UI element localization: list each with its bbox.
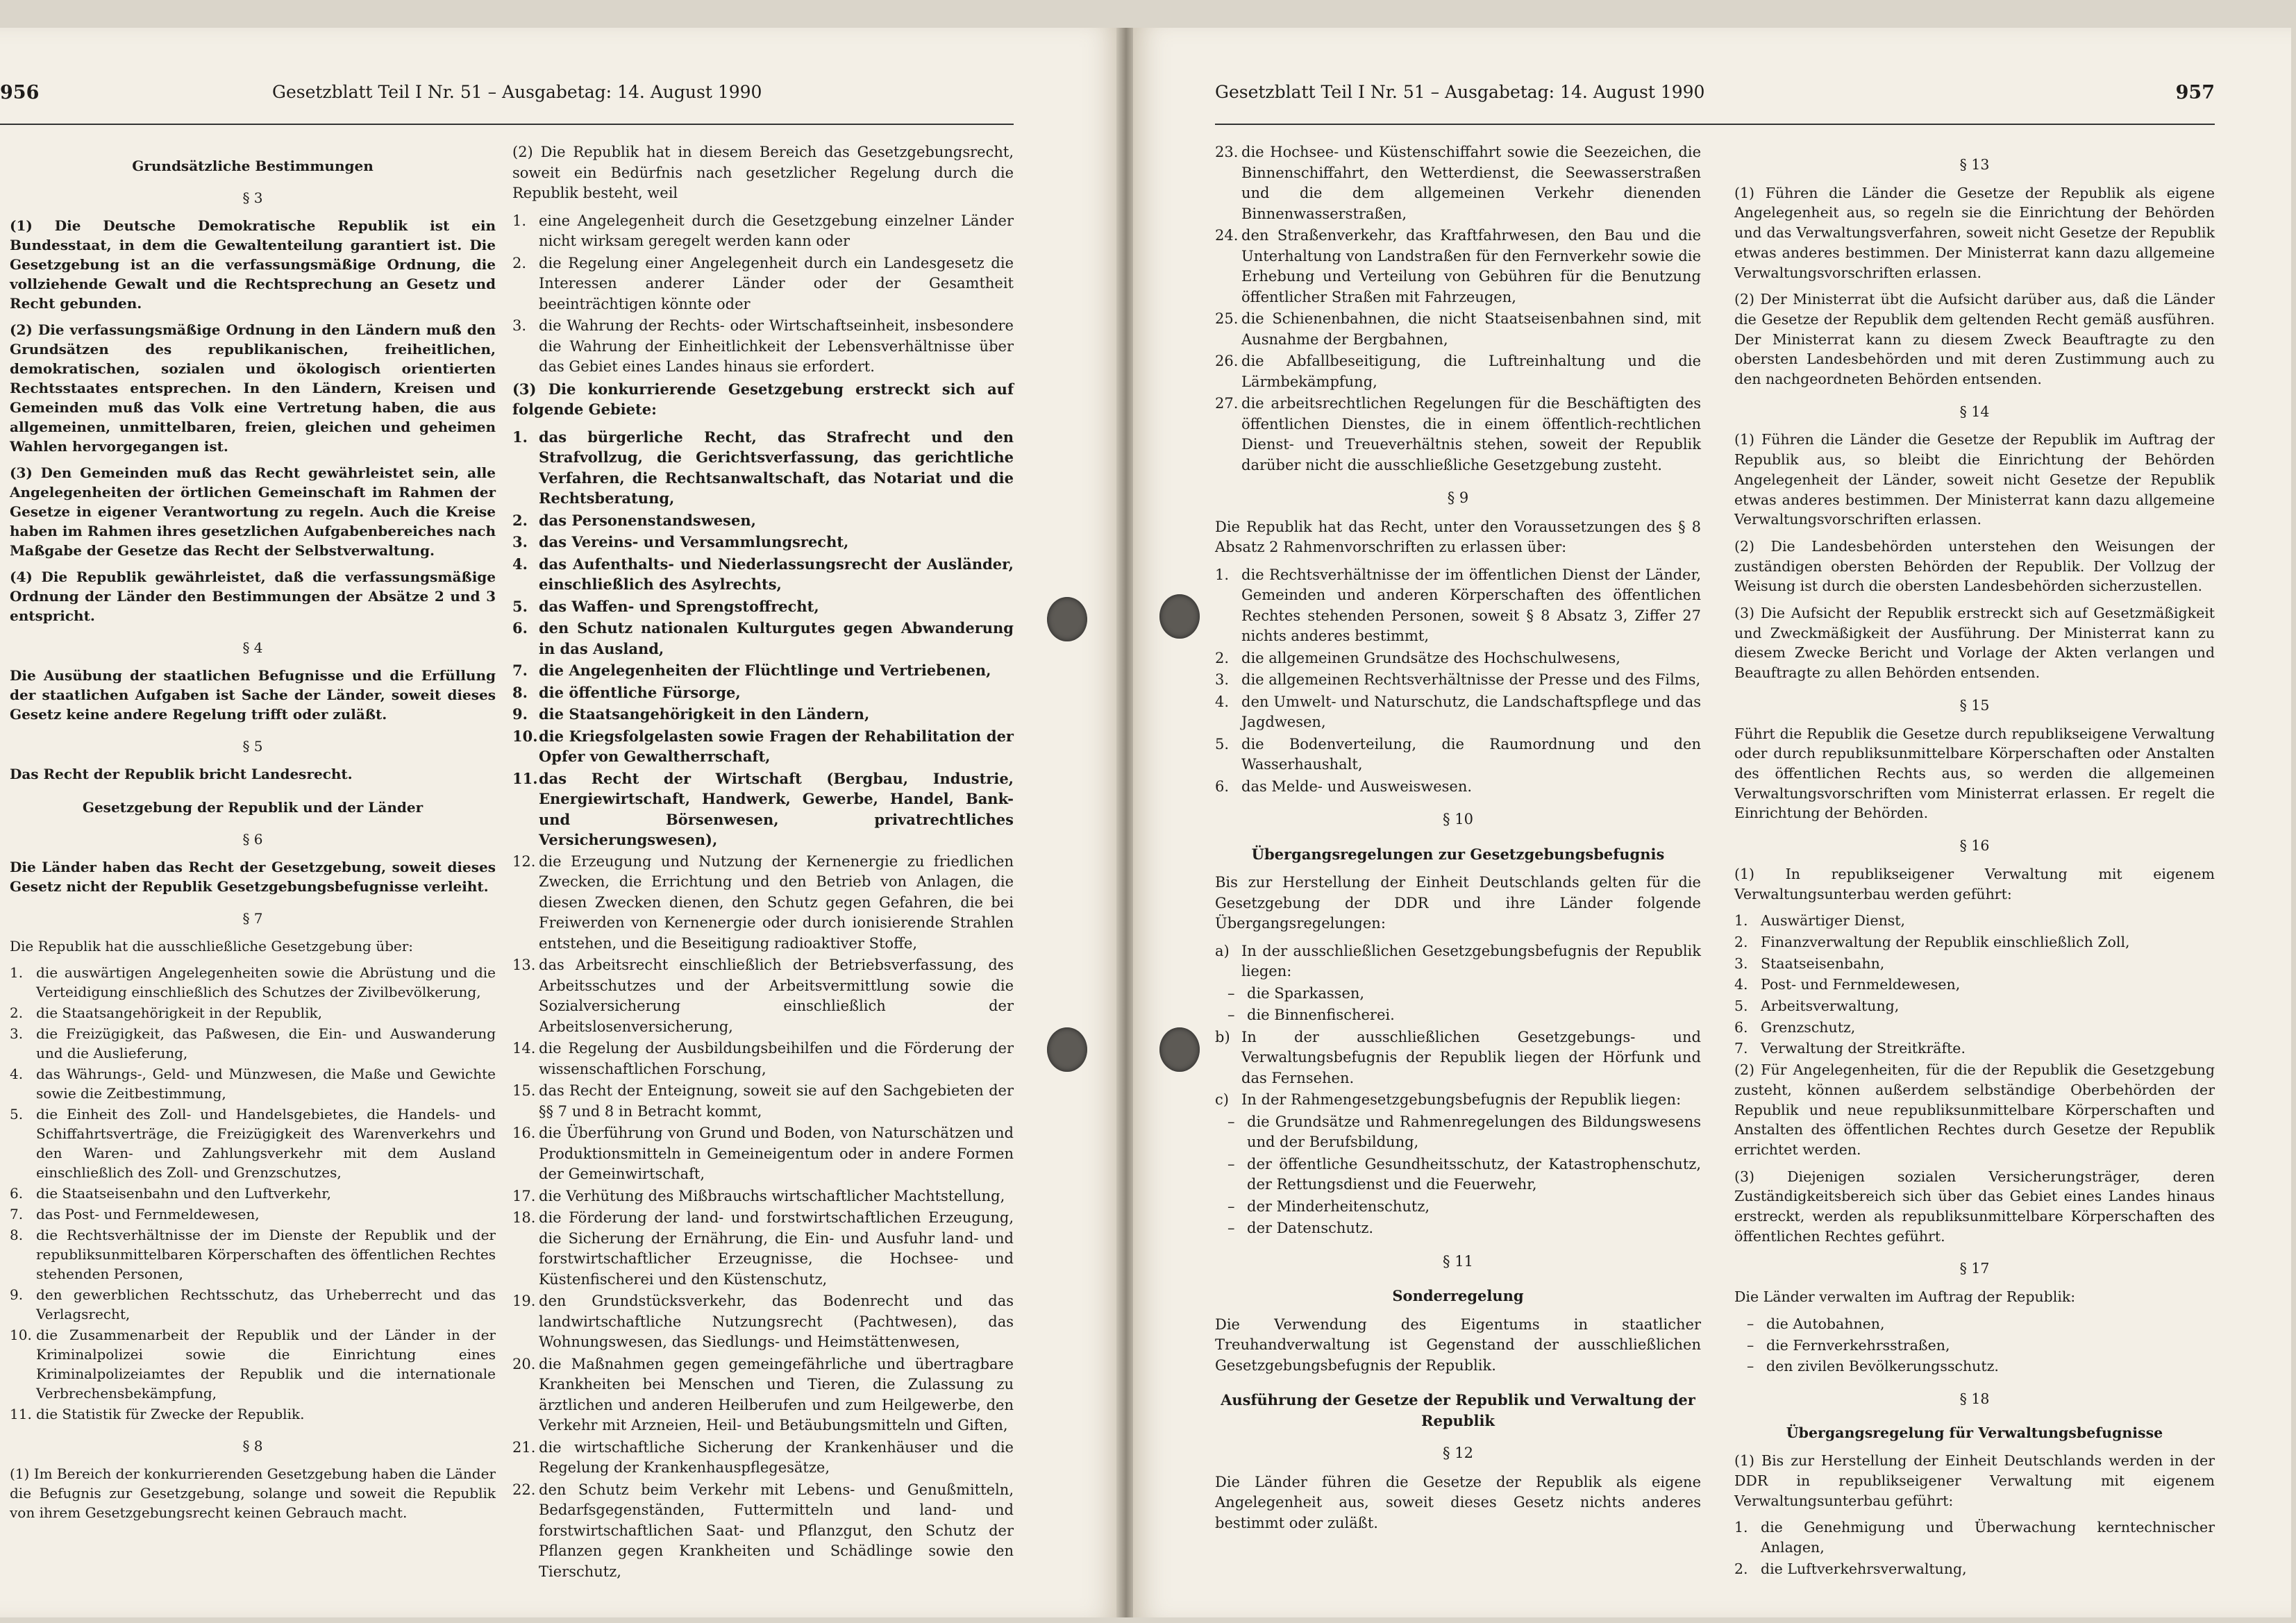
numbered-list-item	[512, 554, 1014, 595]
list-marker: 4.	[10, 1066, 24, 1082]
body-paragraph: Die Länder führen die Gesetze der Republik als eigene Angelegenheit aus, soweit dieses Gesetz nichts anderes bestimmt oder zuläßt.	[1215, 1473, 1701, 1531]
list-marker: 13.	[512, 957, 536, 973]
numbered-list-item	[512, 1123, 1014, 1185]
list-marker: 6.	[1734, 1018, 1748, 1036]
body-paragraph: Die Republik hat das Recht, unter den Voraussetzungen des § 8 Absatz 2 Rahmenvorschriften zu erlassen über:	[1215, 518, 1701, 555]
list-marker: 4.	[1215, 693, 1230, 710]
numbered-list-item	[512, 704, 1014, 725]
body-paragraph: (1) In republikseigener Verwaltung mit eigenem Verwaltungsunterbau werden geführt:	[1734, 865, 2215, 902]
list-item-text: das Arbeitsrecht einschließlich der Betriebsverfassung, des Arbeitsschutzes und der Arbeitsvermittlung sowie die Sozialversicherung einschließlich der Arbeitslosenversicherung,	[539, 957, 1014, 1035]
numbered-list-item	[512, 211, 1014, 252]
list-item-text: die Luftverkehrsverwaltung,	[1761, 1560, 1967, 1577]
paragraph-number: § 4	[242, 639, 263, 656]
list-marker: 3.	[1734, 955, 1748, 972]
list-item-text: den Grundstücksverkehr, das Bodenrecht und das landwirtschaftliche Nutzungsrecht (Pachtwesen), das Wohnungswesen, das Siedlungs- und Heimstättenwesen,	[539, 1293, 1014, 1350]
list-marker: 2.	[1215, 649, 1230, 666]
list-item-text: das Post- und Fernmeldewesen,	[36, 1206, 260, 1222]
numbered-list-item	[10, 1064, 496, 1103]
paragraph-number: § 18	[1959, 1390, 1990, 1407]
body-paragraph: (2) Der Ministerrat übt die Aufsicht darüber aus, daß die Länder die Gesetze der Republik dem geltenden Recht gemäß ausführen. Der Ministerrat kann zu diesem Zweck Beauftragte zu den obersten Landesbehörden und mit deren Zustimmung auch zu den nachgeordneten Behörden entsenden.	[1734, 291, 2215, 388]
body-paragraph: Die Republik hat die ausschließliche Gesetzgebung über:	[10, 938, 414, 955]
body-paragraph: (2) Die Landesbehörden unterstehen den Weisungen der zuständigen obersten Behörden der Republik. Der Vollzug der Weisung ist durch die obersten Landesbehörden sicherzustellen.	[1734, 537, 2215, 595]
body-paragraph: Bis zur Herstellung der Einheit Deutschlands gelten für die Gesetzgebung der DDR und ihre Länder folgende Übergangsregelungen:	[1215, 874, 1701, 932]
list-item-text: Post- und Fernmeldewesen,	[1761, 976, 1961, 993]
list-marker: 2.	[1734, 933, 1748, 950]
left-column-2	[512, 142, 1014, 1583]
list-item-text: Arbeitsverwaltung,	[1761, 998, 1900, 1015]
numbered-list-item	[10, 1184, 496, 1203]
body-paragraph: Führt die Republik die Gesetze durch republikseigene Verwaltung oder durch republiksunmittelbare Körperschaften oder Anstalten des öffentlichen Rechts aus, so werden die allgemeinen Verwaltungsvorschriften vom Ministerrat erlassen. Er regelt die Einrichtung der Behörden.	[1734, 725, 2215, 822]
numbered-list-item	[1215, 142, 1701, 224]
list-marker: 14.	[512, 1040, 536, 1057]
list-marker: 27.	[1215, 395, 1239, 412]
list-item-text: den Straßenverkehr, das Kraftfahrwesen, den Bau und die Unterhaltung von Landstraßen für den Fernverkehr sowie die Erhebung und Verteilung von Gebühren für die Benutzung öffentlicher Straßen mit Fahrzeugen,	[1241, 227, 1701, 305]
paragraph-number: § 7	[242, 910, 263, 927]
list-item-text: den zivilen Bevölkerungsschutz.	[1766, 1358, 1999, 1375]
body-paragraph: (1) Im Bereich der konkurrierenden Gesetzgebung haben die Länder die Befugnis zur Gesetzgebung, solange und soweit die Republik von ihrem Gesetzgebungsrecht keinen Gebrauch macht.	[10, 1465, 496, 1521]
list-item-text: das Recht der Wirtschaft (Bergbau, Industrie, Energiewirtschaft, Handwerk, Gewerbe, Handel, Bank- und Börsenwesen, privatrechtliches Versicherungswesen),	[539, 769, 1014, 848]
list-marker: 2.	[10, 1004, 24, 1021]
list-item-text: den Umwelt- und Naturschutz, die Landschaftspflege und das Jagdwesen,	[1241, 693, 1701, 730]
numbered-list-item	[1215, 648, 1701, 669]
list-marker: 3.	[1215, 671, 1230, 688]
list-marker: b)	[1215, 1028, 1230, 1045]
right-column-1	[1215, 142, 1701, 1540]
list-marker: 1.	[512, 428, 528, 446]
list-item-text: die Staatsangehörigkeit in der Republik,	[36, 1004, 322, 1021]
list-marker: 21.	[512, 1438, 536, 1456]
numbered-list-item	[512, 1208, 1014, 1290]
list-item-text: die Bodenverteilung, die Raumordnung und den Wasserhaushalt,	[1241, 735, 1701, 773]
right-page-number: 957	[2175, 82, 2215, 103]
list-item-text: die auswärtigen Angelegenheiten sowie die Abrüstung und die Verteidigung einschließlich des Schutzes der Zivilbevölkerung,	[36, 964, 496, 1000]
right-header-title: Gesetzblatt Teil I Nr. 51 – Ausgabetag: 14. August 1990	[1215, 82, 1705, 102]
list-marker: 18.	[512, 1209, 536, 1226]
body-paragraph: (3) Diejenigen sozialen Versicherungsträger, deren Zuständigkeitsbereich sich über das Gebiet eines Landes hinaus erstreckt, werden als republiksunmittelbare Körperschaften des öffentlichen Rechtes geführt.	[1734, 1168, 2215, 1245]
paragraph-number: § 10	[1443, 811, 1473, 827]
list-marker: 4.	[512, 555, 528, 573]
numbered-list-item	[1215, 692, 1701, 733]
list-marker: 9.	[512, 705, 528, 723]
numbered-list-item	[1734, 996, 2215, 1016]
numbered-list-item	[1215, 734, 1701, 775]
list-item-text: das Währungs-, Geld- und Münzwesen, die Maße und Gewichte sowie die Zeitbestimmung,	[36, 1066, 496, 1102]
numbered-list-item	[1215, 565, 1701, 647]
numbered-list-item	[1734, 1018, 2215, 1038]
list-item-text: die Sparkassen,	[1247, 984, 1365, 1002]
dash-list-item	[1215, 1197, 1701, 1218]
list-marker: 1.	[512, 212, 527, 229]
list-marker: 10.	[512, 727, 538, 745]
list-marker: 11.	[10, 1406, 32, 1422]
body-paragraph: (1) Die Deutsche Demokratische Republik ist ein Bundesstaat, in dem die Gewaltenteilung garantiert ist. Die Gesetzgebung ist an die verfassungsmäßige Ordnung, die vollziehende Gewalt und die Rechtsprechung an Gesetz und Recht gebunden.	[10, 217, 496, 312]
section-heading: Ausführung der Gesetze der Republik und Verwaltung der Republik	[1221, 1391, 1695, 1429]
numbered-list-item	[1734, 1517, 2215, 1557]
section-heading: Grundsätzliche Bestimmungen	[132, 158, 374, 174]
list-marker: –	[1747, 1336, 1754, 1354]
numbered-list-item	[10, 1024, 496, 1063]
body-paragraph: Die Verwendung des Eigentums in staatlicher Treuhandverwaltung ist Gegenstand der ausschließlichen Gesetzgebungsbefugnis der Republik.	[1215, 1315, 1701, 1374]
numbered-list-item	[10, 1325, 496, 1403]
body-paragraph: (3) Den Gemeinden muß das Recht gewährleistet sein, alle Angelegenheiten der örtlichen Gemeinschaft im Rahmen der Gesetze in eigener Verantwortung zu regeln. Auch die Kreise haben im Rahmen ihres gesetzlichen Aufgabenbereiches nach Maßgabe der Gesetze das Recht der Selbstverwaltung.	[10, 464, 496, 559]
numbered-list-item	[1734, 911, 2215, 931]
list-marker: 5.	[1215, 735, 1230, 752]
numbered-list-item	[1734, 954, 2215, 974]
list-item-text: In der Rahmengesetzgebungsbefugnis der Republik liegen:	[1241, 1091, 1682, 1108]
numbered-list-item	[512, 1291, 1014, 1353]
body-paragraph: (1) Führen die Länder die Gesetze der Republik als eigene Angelegenheit aus, so regeln sie die Einrichtung der Behörden und das Verwaltungsverfahren, soweit nicht Gesetze der Republik etwas anderes bestimmen. Der Ministerrat kann dazu allgemeine Verwaltungsvorschriften erlassen.	[1734, 184, 2215, 281]
body-paragraph: Die Länder verwalten im Auftrag der Republik:	[1734, 1288, 2076, 1306]
punch-hole	[1047, 597, 1087, 641]
list-item-text: die allgemeinen Grundsätze des Hochschulwesens,	[1241, 649, 1620, 666]
list-item-text: die Maßnahmen gegen gemeingefährliche und übertragbare Krankheiten bei Menschen und Tieren, die Zulassung zu ärztlichen und anderen Heilberufen und zum Heilgewerbe, den Verkehr mit Arzneien, Heil- und Betäubungsmitteln und Giften,	[539, 1355, 1014, 1433]
list-marker: 3.	[512, 317, 527, 334]
list-item-text: die Hochsee- und Küstenschiffahrt sowie die Seezeichen, die Binnenschiffahrt, den Wetterdienst, die Seewasserstraßen und die dem allgemeinen Verkehr dienenden Binnenwasserstraßen,	[1241, 144, 1701, 222]
list-marker: 3.	[10, 1025, 24, 1042]
list-item-text: die Wahrung der Rechts- oder Wirtschaftseinheit, insbesondere die Wahrung der Einheitlichkeit der Lebensverhältnisse über das Gebiet eines Landes hinaus sie erfordert.	[539, 317, 1014, 375]
numbered-list-item	[512, 852, 1014, 955]
numbered-list-item	[512, 618, 1014, 659]
numbered-list-item	[512, 253, 1014, 315]
dash-list-item	[1734, 1356, 2215, 1377]
list-marker: 7.	[10, 1206, 24, 1222]
body-paragraph: Das Recht der Republik bricht Landesrecht.	[10, 766, 353, 782]
section-heading: Übergangsregelung für Verwaltungsbefugnisse	[1786, 1424, 2163, 1441]
list-marker: 9.	[10, 1286, 24, 1303]
numbered-list-item	[512, 955, 1014, 1037]
list-marker: 2.	[1734, 1560, 1748, 1577]
list-item-text: die Genehmigung und Überwachung kerntechnischer Anlagen,	[1761, 1519, 2215, 1556]
list-item-text: die Zusammenarbeit der Republik und der Länder in der Kriminalpolizei sowie die Einrichtung eines Kriminalpolizeiamtes der Republik und die internationale Verbrechensbekämpfung,	[36, 1327, 496, 1402]
numbered-list-item	[1734, 1559, 2215, 1579]
numbered-list-item	[1734, 975, 2215, 995]
left-header-title: Gesetzblatt Teil I Nr. 51 – Ausgabetag: 14. August 1990	[272, 82, 762, 102]
list-marker: 1.	[1734, 1519, 1748, 1536]
numbered-list-item	[1215, 226, 1701, 308]
right-column-2	[1734, 142, 2215, 1581]
list-item-text: die Statistik für Zwecke der Republik.	[36, 1406, 305, 1422]
list-marker: –	[1227, 984, 1235, 1002]
numbered-list-item	[1215, 1090, 1701, 1111]
punch-hole	[1159, 594, 1200, 639]
list-item-text: die Autobahnen,	[1766, 1315, 1885, 1332]
list-marker: 17.	[512, 1187, 536, 1204]
punch-hole	[1159, 1027, 1200, 1072]
list-item-text: das Waffen- und Sprengstoffrecht,	[539, 597, 819, 615]
body-paragraph: (1) Führen die Länder die Gesetze der Republik im Auftrag der Republik aus, so bleibt die Einrichtung der Behörden Angelegenheit der Länder, soweit nicht Gesetze der Republik etwas anderes bestimmen. Der Ministerrat kann dazu allgemeine Verwaltungsvorschriften erlassen.	[1734, 431, 2215, 528]
numbered-list-item	[512, 1081, 1014, 1122]
list-marker: 6.	[10, 1185, 24, 1202]
list-item-text: die Förderung der land- und forstwirtschaftlichen Erzeugung, die Sicherung der Ernährung, die Ein- und Ausfuhr land- und forstwirtschaftlicher Erzeugnisse, die Hochsee- und Küstenfischerei und den Küstenschutz,	[539, 1209, 1014, 1288]
list-item-text: In der ausschließlichen Gesetzgebungs- und Verwaltungsbefugnis der Republik liegen der Hörfunk und das Fernsehen.	[1241, 1028, 1701, 1086]
paragraph-number: § 8	[242, 1438, 263, 1454]
list-item-text: die Staatseisenbahn und den Luftverkehr,	[36, 1185, 331, 1202]
body-paragraph: (2) Für Angelegenheiten, für die der Republik die Gesetzgebung zusteht, können außerdem selbständige Oberbehörden der Republik und neue republiksunmittelbare Körperschaften und Anstalten des öffentlichen Rechtes durch Gesetze der Republik errichtet werden.	[1734, 1061, 2215, 1158]
list-marker: 5.	[10, 1106, 24, 1122]
list-item-text: die arbeitsrechtlichen Regelungen für die Beschäftigten des öffentlichen Dienstes, die in einem öffentlich-rechtlichen Dienst- und Treueverhältnis stehen, soweit der Republik darüber nicht die ausschließliche Gesetzgebung zusteht.	[1241, 395, 1701, 473]
list-item-text: Staatseisenbahn,	[1761, 955, 1885, 972]
dash-list-item	[1734, 1336, 2215, 1356]
list-item-text: die Rechtsverhältnisse der im Dienste der Republik und der republiksunmittelbaren Körperschaften des öffentlichen Rechtes stehenden Personen,	[36, 1227, 496, 1282]
numbered-list-item	[512, 510, 1014, 531]
list-marker: 1.	[1215, 566, 1230, 583]
body-paragraph: (1) Bis zur Herstellung der Einheit Deutschlands werden in der DDR in republikseigener Verwaltung mit eigenem Verwaltungsunterbau geführt:	[1734, 1452, 2215, 1509]
list-marker: 8.	[10, 1227, 24, 1243]
list-item-text: das Melde- und Ausweiswesen.	[1241, 777, 1473, 795]
list-item-text: Finanzverwaltung der Republik einschließlich Zoll,	[1761, 933, 2130, 950]
list-item-text: Verwaltung der Streitkräfte.	[1761, 1040, 1966, 1057]
numbered-list-item	[512, 1438, 1014, 1479]
list-marker: 24.	[1215, 227, 1239, 244]
list-marker: 5.	[512, 597, 528, 615]
numbered-list-item	[512, 316, 1014, 378]
numbered-list-item	[512, 660, 1014, 681]
body-paragraph: (4) Die Republik gewährleistet, daß die verfassungsmäßige Ordnung der Länder den Bestimmungen der Absätze 2 und 3 entspricht.	[10, 569, 496, 624]
paragraph-number: § 16	[1959, 837, 1990, 855]
left-page-number: 956	[0, 82, 40, 103]
list-marker: –	[1747, 1315, 1754, 1332]
list-marker: –	[1747, 1358, 1754, 1375]
body-paragraph: (2) Die Republik hat in diesem Bereich das Gesetzgebungsrecht, soweit ein Bedürfnis nach gesetzlicher Regelung durch die Republik besteht, weil	[512, 144, 1014, 201]
numbered-list-item	[1215, 309, 1701, 350]
list-marker: 4.	[1734, 976, 1748, 993]
list-item-text: die Regelung einer Angelegenheit durch ein Landesgesetz die Interessen anderer Länder oder der Gesamtheit beeinträchtigen könnte oder	[539, 254, 1014, 312]
list-item-text: der Minderheitenschutz,	[1247, 1197, 1430, 1215]
list-item-text: In der ausschließlichen Gesetzgebungsbefugnis der Republik liegen:	[1241, 942, 1701, 979]
list-item-text: die Staatsangehörigkeit in den Ländern,	[539, 705, 870, 723]
numbered-list-item	[1215, 670, 1701, 691]
body-paragraph: (3) Die Aufsicht der Republik erstreckt sich auf Gesetzmäßigkeit und Zweckmäßigkeit der Ausführung. Der Ministerrat kann zu diesem Zwecke Bericht und Vorlage der Akten verlangen und Beauftragte zu allen Behörden entsenden.	[1734, 605, 2215, 682]
section-heading: Sonderregelung	[1392, 1287, 1524, 1304]
paragraph-number: § 15	[1959, 696, 1990, 714]
list-marker: 26.	[1215, 353, 1239, 369]
list-marker: 6.	[1215, 777, 1230, 795]
list-item-text: Grenzschutz,	[1761, 1018, 1856, 1036]
numbered-list-item	[512, 1038, 1014, 1079]
left-page	[0, 28, 1119, 1617]
list-item-text: eine Angelegenheit durch die Gesetzgebung einzelner Länder nicht wirksam geregelt werden kann oder	[539, 212, 1014, 249]
paragraph-number: § 13	[1959, 156, 1990, 173]
body-paragraph: Die Länder haben das Recht der Gesetzgebung, soweit dieses Gesetz nicht der Republik Gesetzgebungsbefugnisse verleiht.	[10, 859, 496, 895]
list-item-text: die Einheit des Zoll- und Handelsgebietes, die Handels- und Schiffahrtsverträge, die Freizügigkeit des Warenverkehrs und den Waren- und Zahlungsverkehr mit dem Ausland einschließlich des Zoll- und Grenzschutzes,	[36, 1106, 496, 1181]
list-item-text: das Recht der Enteignung, soweit sie auf den Sachgebieten der §§ 7 und 8 in Betracht kommt,	[539, 1082, 1014, 1120]
numbered-list-item	[1215, 351, 1701, 392]
numbered-list-item	[512, 532, 1014, 553]
list-marker: –	[1227, 1197, 1235, 1215]
numbered-list-item	[1215, 777, 1701, 798]
numbered-list-item	[10, 1225, 496, 1284]
list-marker: 8.	[512, 683, 528, 701]
numbered-list-item	[512, 596, 1014, 617]
list-marker: 16.	[512, 1125, 536, 1141]
paragraph-number: § 5	[242, 738, 263, 755]
numbered-list-item	[1734, 932, 2215, 952]
list-marker: 15.	[512, 1082, 536, 1099]
list-item-text: den Schutz nationalen Kulturgutes gegen Abwanderung in das Ausland,	[539, 619, 1014, 657]
numbered-list-item	[10, 1404, 496, 1424]
numbered-list-item	[512, 1354, 1014, 1436]
list-item-text: die Binnenfischerei.	[1247, 1007, 1395, 1023]
list-marker: –	[1227, 1007, 1235, 1023]
body-paragraph: (2) Die verfassungsmäßige Ordnung in den Ländern muß den Grundsätzen des republikanischen, freiheitlichen, demokratischen, sozialen und ökologisch orientierten Rechtsstaates entsprechen. In den Ländern, Kreisen und Gemeinden muß das Volk eine Vertretung haben, die aus allgemeinen, unmittelbaren, freien, gleichen und geheimen Wahlen hervorgegangen ist.	[10, 321, 496, 455]
list-item-text: die allgemeinen Rechtsverhältnisse der Presse und des Films,	[1241, 671, 1701, 688]
list-marker: 10.	[10, 1327, 32, 1343]
section-heading: Gesetzgebung der Republik und der Länder	[82, 799, 424, 816]
list-marker: –	[1227, 1220, 1235, 1236]
list-item-text: die Abfallbeseitigung, die Luftreinhaltung und die Lärmbekämpfung,	[1241, 353, 1701, 390]
list-item-text: der öffentliche Gesundheitsschutz, der Katastrophenschutz, der Rettungsdienst und die Feuerwehr,	[1247, 1155, 1701, 1193]
paragraph-number: § 14	[1959, 403, 1990, 420]
list-marker: 7.	[512, 662, 528, 679]
numbered-list-item	[10, 963, 496, 1002]
list-item-text: die Freizügigkeit, das Paßwesen, die Ein- und Auswanderung und die Auslieferung,	[36, 1025, 496, 1061]
list-item-text: die Regelung der Ausbildungsbeihilfen und die Förderung der wissenschaftlichen Forschung,	[539, 1040, 1014, 1077]
numbered-list-item	[1215, 1027, 1701, 1089]
list-item-text: den gewerblichen Rechtsschutz, das Urheberrecht und das Verlagsrecht,	[36, 1286, 496, 1322]
numbered-list-item	[10, 1104, 496, 1182]
dash-list-item	[1734, 1314, 2215, 1334]
list-item-text: die Angelegenheiten der Flüchtlinge und Vertriebenen,	[539, 662, 991, 679]
list-marker: 1.	[1734, 912, 1748, 930]
list-item-text: die Kriegsfolgelasten sowie Fragen der Rehabilitation der Opfer von Gewaltherrschaft,	[539, 727, 1014, 765]
list-item-text: die Überführung von Grund und Boden, von Naturschätzen und Produktionsmitteln in Gemeineigentum oder in andere Formen der Gemeinwirtschaft,	[539, 1125, 1014, 1182]
numbered-list-item	[10, 1003, 496, 1023]
dash-list-item	[1215, 1112, 1701, 1153]
list-marker: 23.	[1215, 144, 1239, 160]
dash-list-item	[1215, 984, 1701, 1004]
dash-list-item	[1215, 1218, 1701, 1239]
numbered-list-item	[1734, 1038, 2215, 1059]
list-item-text: das Aufenthalts- und Niederlassungsrecht der Ausländer, einschließlich des Asylrechts,	[539, 555, 1014, 593]
paragraph-number: § 17	[1959, 1260, 1990, 1277]
numbered-list-item	[10, 1204, 496, 1224]
list-marker: 19.	[512, 1293, 536, 1309]
list-item-text: die Rechtsverhältnisse der im öffentlichen Dienst der Länder, Gemeinden und anderen Körperschaften des öffentlichen Rechtes stehenden Personen, soweit § 8 Absatz 3, Ziffer 27 nichts anderes bestimmt,	[1241, 566, 1701, 644]
left-column-1	[10, 142, 496, 1529]
list-item-text: das Personenstandswesen,	[539, 511, 756, 529]
numbered-list-item	[512, 427, 1014, 509]
paragraph-number: § 6	[242, 831, 263, 848]
list-marker: –	[1227, 1155, 1235, 1172]
list-marker: a)	[1215, 942, 1230, 959]
dash-list-item	[1215, 1154, 1701, 1195]
list-marker: 6.	[512, 619, 528, 637]
list-marker: 3.	[512, 533, 528, 550]
list-marker: 11.	[512, 769, 538, 787]
list-marker: c)	[1215, 1091, 1229, 1108]
list-item-text: der Datenschutz.	[1247, 1220, 1374, 1236]
numbered-list-item	[512, 682, 1014, 703]
list-item-text: die Verhütung des Mißbrauchs wirtschaftlicher Machtstellung,	[539, 1187, 1005, 1204]
list-marker: 20.	[512, 1355, 536, 1372]
numbered-list-item	[512, 768, 1014, 850]
list-item-text: die Erzeugung und Nutzung der Kernenergie zu friedlichen Zwecken, die Errichtung und den Betrieb von Anlagen, die diesen Zwecken dienen, den Schutz gegen Gefahren, die bei Freiwerden von Kernenergie oder durch ionisierende Strahlen entstehen, und die Beseitigung radioaktiver Stoffe,	[539, 852, 1014, 952]
list-marker: 2.	[512, 511, 528, 529]
paragraph-number: § 3	[242, 190, 263, 206]
list-item-text: Auswärtiger Dienst,	[1761, 912, 1906, 930]
list-marker: 5.	[1734, 998, 1748, 1015]
list-item-text: die Grundsätze und Rahmenregelungen des Bildungswesens und der Berufsbildung,	[1247, 1113, 1701, 1150]
paragraph-number: § 11	[1443, 1252, 1473, 1270]
body-paragraph: (3) Die konkurrierende Gesetzgebung erstreckt sich auf folgende Gebiete:	[512, 380, 1014, 418]
list-item-text: die wirtschaftliche Sicherung der Krankenhäuser und die Regelung der Krankenhauspflegesätze,	[539, 1438, 1014, 1476]
punch-hole	[1047, 1027, 1087, 1072]
list-item-text: die öffentliche Fürsorge,	[539, 683, 741, 701]
list-item-text: die Schienenbahnen, die nicht Staatseisenbahnen sind, mit Ausnahme der Bergbahnen,	[1241, 310, 1701, 348]
list-marker: 22.	[512, 1481, 536, 1498]
numbered-list-item	[512, 1186, 1014, 1207]
list-marker: 12.	[512, 852, 536, 870]
numbered-list-item	[512, 726, 1014, 767]
numbered-list-item	[1215, 941, 1701, 982]
numbered-list-item	[10, 1285, 496, 1324]
list-marker: 2.	[512, 254, 527, 271]
dash-list-item	[1215, 1005, 1701, 1026]
section-heading: Übergangsregelungen zur Gesetzgebungsbefugnis	[1251, 845, 1665, 863]
paragraph-number: § 12	[1443, 1445, 1473, 1461]
list-item-text: die Fernverkehrsstraßen,	[1766, 1336, 1950, 1354]
list-item-text: den Schutz beim Verkehr mit Lebens- und Genußmitteln, Bedarfsgegenständen, Futtermitteln und land- und forstwirtschaftlichen Saat- und Pflanzgut, den Schutz der Pflanzen gegen Krankheiten und Schädlinge sowie den Tierschutz,	[539, 1481, 1014, 1580]
list-marker: 7.	[1734, 1040, 1748, 1057]
body-paragraph: Die Ausübung der staatlichen Befugnisse und die Erfüllung der staatlichen Aufgaben ist Sache der Länder, soweit dieses Gesetz keine andere Regelung trifft oder zuläßt.	[10, 667, 496, 723]
numbered-list-item	[1215, 394, 1701, 476]
list-item-text: das Vereins- und Versammlungsrecht,	[539, 533, 849, 550]
right-page-header	[1215, 82, 2215, 125]
right-page	[1133, 28, 2291, 1617]
list-marker: –	[1227, 1113, 1235, 1130]
list-item-text: das bürgerliche Recht, das Strafrecht und den Strafvollzug, die Gerichtsverfassung, das gerichtliche Verfahren, die Rechtsanwaltschaft, das Notariat und die Rechtsberatung,	[539, 428, 1014, 507]
list-marker: 25.	[1215, 310, 1239, 327]
numbered-list-item	[512, 1480, 1014, 1583]
left-page-header	[0, 82, 1014, 125]
list-marker: 1.	[10, 964, 24, 981]
paragraph-number: § 9	[1447, 489, 1469, 506]
